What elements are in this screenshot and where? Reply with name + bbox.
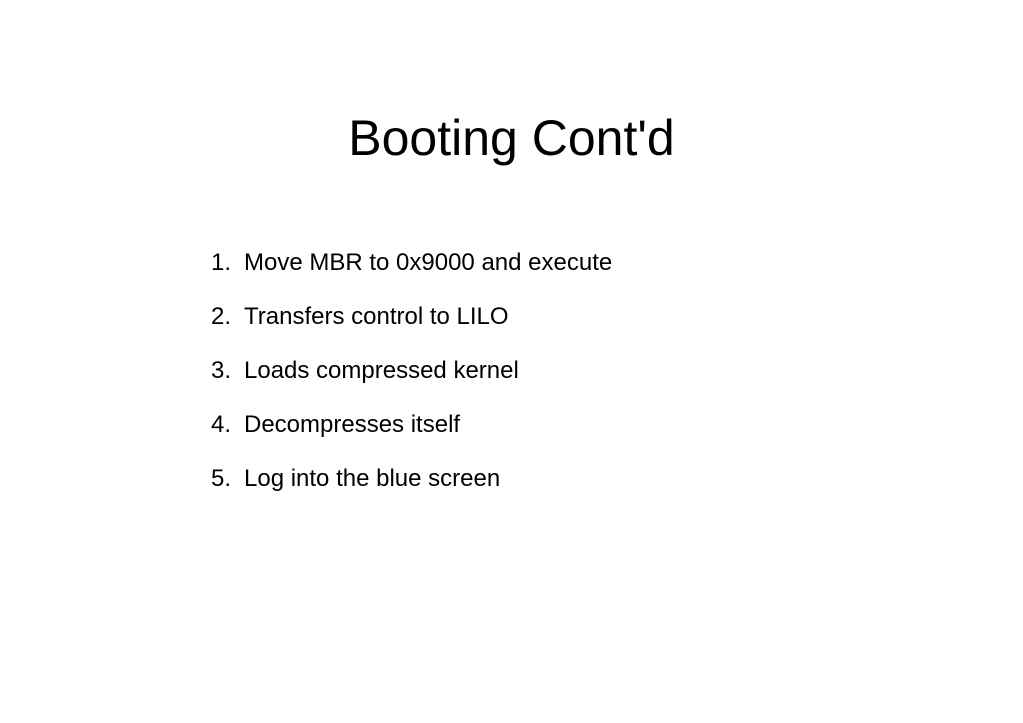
steps-list [211,246,612,516]
step-number: 4. [211,411,232,438]
step-number: 3. [211,357,232,384]
step-item [211,408,612,462]
step-text: Loads compressed kernel [244,357,519,384]
step-text: Transfers control to LILO [244,303,509,330]
step-text: Decompresses itself [244,411,461,438]
step-text: Move MBR to 0x9000 and execute [244,249,613,276]
step-item [211,462,612,516]
slide-title: Booting Cont'd [348,110,675,166]
step-item [211,354,612,408]
step-number: 2. [211,303,232,330]
step-number: 1. [211,249,232,276]
step-number: 5. [211,465,232,492]
step-item [211,246,612,300]
step-text: Log into the blue screen [244,465,501,492]
step-item [211,300,612,354]
